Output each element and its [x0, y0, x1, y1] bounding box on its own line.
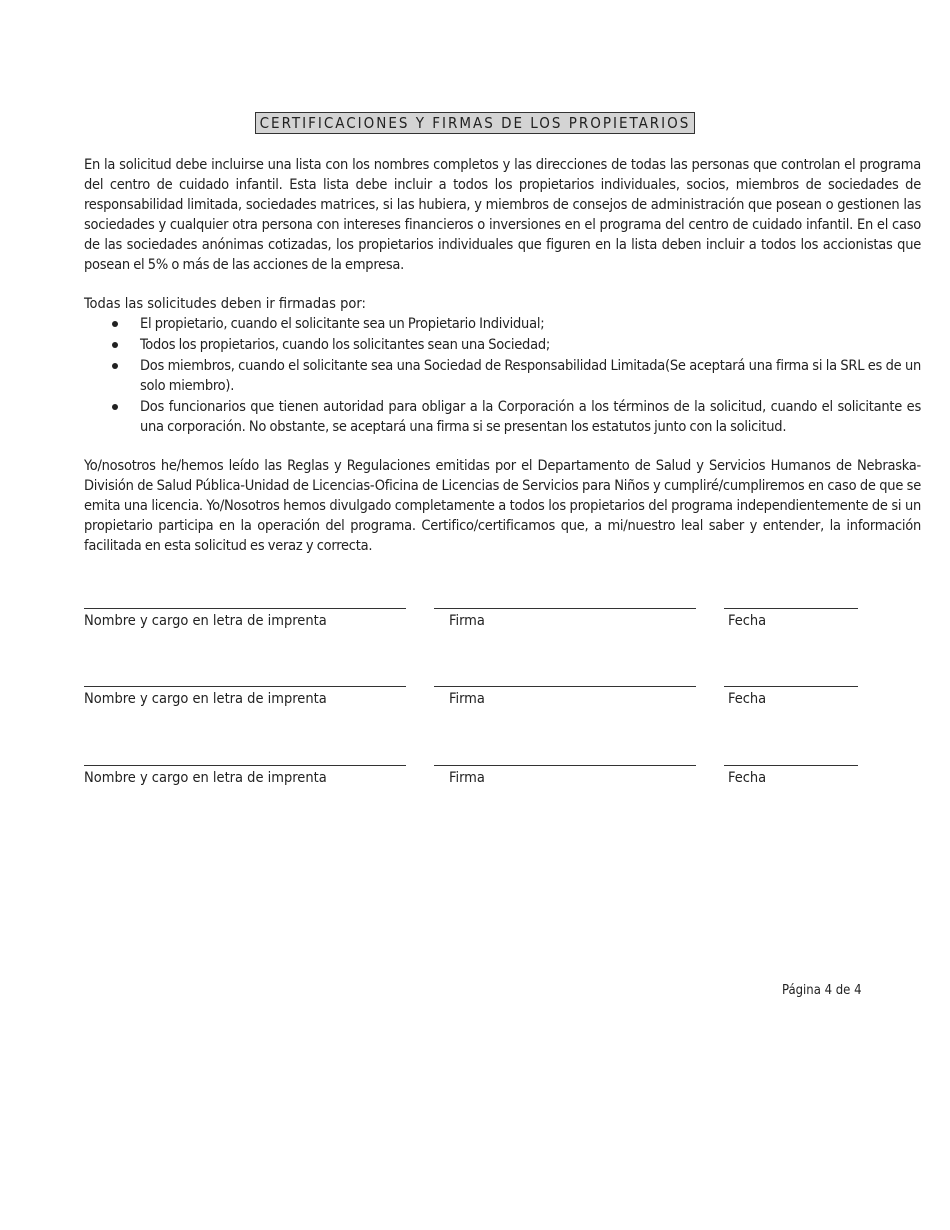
date-line[interactable]: [724, 598, 858, 609]
name-label: Nombre y cargo en letra de imprenta: [84, 770, 327, 786]
signature-row: [84, 598, 884, 638]
signature-row: [84, 676, 884, 716]
list-item-text: El propietario, cuando el solicitante sea un Propietario Individual;: [140, 316, 545, 332]
certification-paragraph: Yo/nosotros he/hemos leído las Reglas y Regulaciones emitidas por el Departamento de Salud y Servicios Humanos de Nebraska-División de Salud Pública-Unidad de Licencias-Oficina de Licencias de Servicios para Niños y cumpliré/cumpliremos en caso de que se emita una licencia. Yo/Nosotros hemos divulgado completamente a todos los propietarios del programa independientemente de si un propietario participa en la operación del programa. Certifico/certificamos que, a mi/nuestro leal saber y entender, la información facilitada en esta solicitud es veraz y correcta.: [84, 458, 921, 554]
page-number: Página 4 de 4: [782, 983, 862, 998]
signature-line[interactable]: [434, 755, 696, 766]
title-container: [0, 112, 950, 134]
list-item: [84, 397, 921, 437]
signature-label: Firma: [449, 613, 485, 629]
signature-label: Firma: [449, 691, 485, 707]
signature-line[interactable]: [434, 676, 696, 687]
page-title: CERTIFICACIONES Y FIRMAS DE LOS PROPIETARIOS: [255, 112, 696, 134]
bullet-icon: [112, 342, 118, 348]
name-line[interactable]: [84, 755, 406, 766]
name-label: Nombre y cargo en letra de imprenta: [84, 613, 327, 629]
signers-intro: Todas las solicitudes deben ir firmadas por:: [84, 296, 366, 312]
list-item-text: Todos los propietarios, cuando los solicitantes sean una Sociedad;: [140, 337, 550, 353]
bullet-icon: [112, 321, 118, 327]
signature-line[interactable]: [434, 598, 696, 609]
bullet-icon: [112, 404, 118, 410]
owners-list-paragraph: En la solicitud debe incluirse una lista con los nombres completos y las direcciones de todas las personas que controlan el programa del centro de cuidado infantil. Esta lista debe incluir a todos los propietarios individuales, socios, miembros de sociedades de responsabilidad limitada, sociedades matrices, si las hubiera, y miembros de consejos de administración que posean o gestionen las sociedades y cualquier otra persona con intereses financieros o inversiones en el programa del centro de cuidado infantil. En el caso de las sociedades anónimas cotizadas, los propietarios individuales que figuren en la lista deben incluir a todos los accionistas que posean el 5% o más de las acciones de la empresa.: [84, 157, 921, 273]
date-line[interactable]: [724, 755, 858, 766]
date-line[interactable]: [724, 676, 858, 687]
signers-list: [84, 314, 921, 438]
date-label: Fecha: [728, 770, 767, 786]
name-line[interactable]: [84, 598, 406, 609]
name-line[interactable]: [84, 676, 406, 687]
date-label: Fecha: [728, 691, 767, 707]
name-label: Nombre y cargo en letra de imprenta: [84, 691, 327, 707]
list-item: [84, 314, 921, 334]
bullet-icon: [112, 363, 118, 369]
list-item: [84, 356, 921, 396]
signature-row: [84, 755, 884, 795]
list-item-text: Dos funcionarios que tienen autoridad para obligar a la Corporación a los términos de la solicitud, cuando el solicitante es una corporación. No obstante, se aceptará una firma si se presentan los estatutos junto con la solicitud.: [140, 399, 921, 435]
list-item: [84, 335, 921, 355]
date-label: Fecha: [728, 613, 767, 629]
signature-label: Firma: [449, 770, 485, 786]
list-item-text: Dos miembros, cuando el solicitante sea una Sociedad de Responsabilidad Limitada(Se aceptará una firma si la SRL es de un solo miembro).: [140, 358, 921, 394]
